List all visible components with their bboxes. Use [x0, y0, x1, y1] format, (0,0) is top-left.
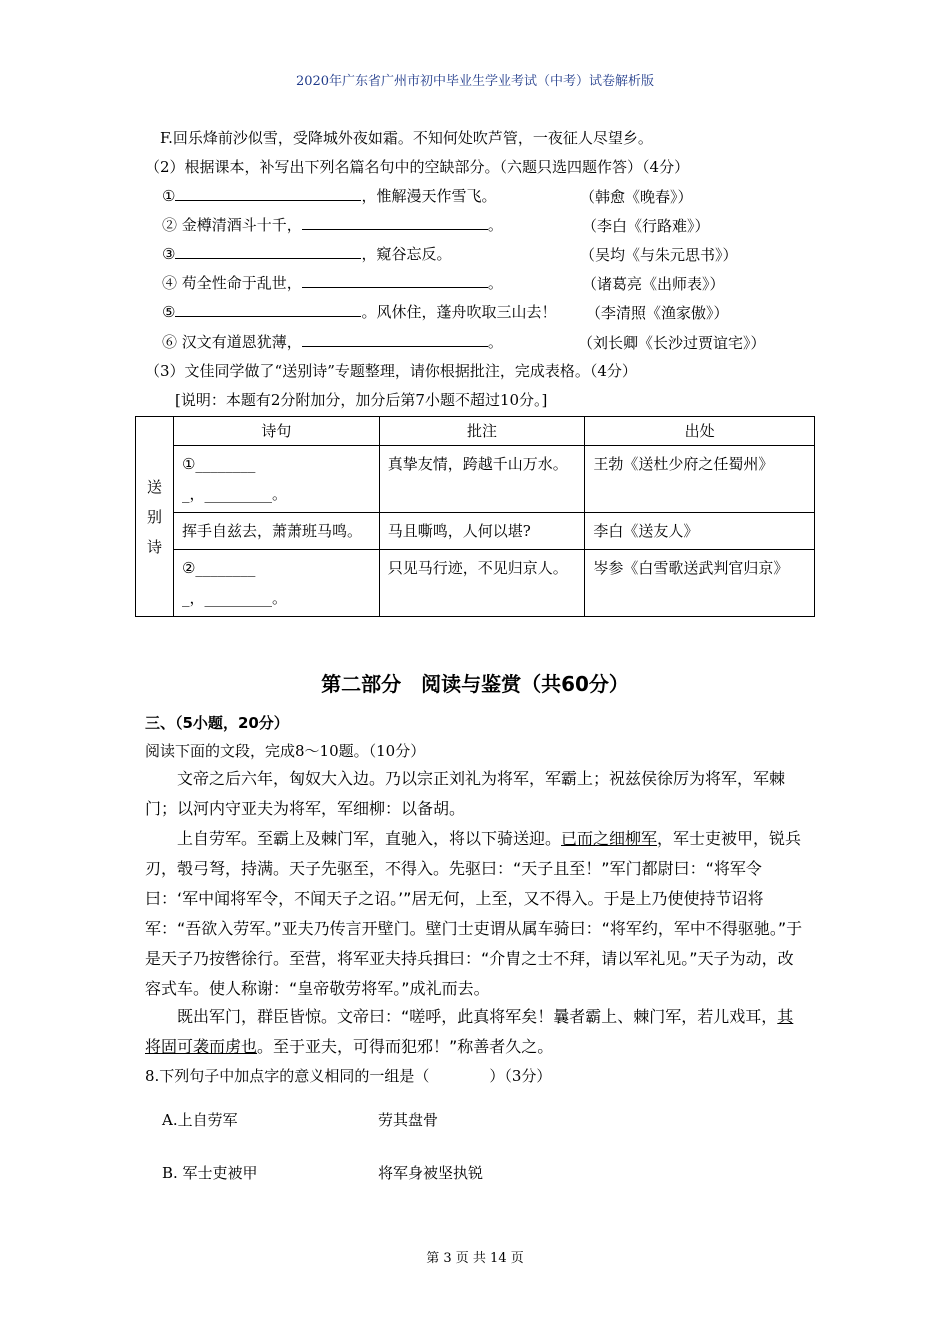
passage-paragraph-1: 文帝之后六年，匈奴大入边。乃以宗正刘礼为将军，军霸上；祝兹侯徐厉为将军，军棘门；以河内守亚夫为将军，军细柳：以备胡。 — [145, 769, 786, 818]
item-text: 汉文有道恩犹薄， — [181, 333, 302, 351]
q3-instruction: （3）文佳同学做了“送别诗”专题整理，请你根据批注，完成表格。（4分） — [145, 362, 637, 380]
fill-item-6 — [162, 332, 503, 352]
passage-paragraph-3 — [145, 1002, 805, 1062]
answer-blank[interactable] — [175, 244, 361, 259]
underlined-sentence: 其将固可袭而虏也 — [145, 1007, 794, 1056]
fill-source-2: （李白《行路难》） — [582, 217, 710, 235]
table-row — [136, 513, 815, 550]
answer-blank[interactable] — [302, 332, 488, 347]
item-number: ⑥ — [162, 333, 178, 351]
farewell-poem-table — [135, 416, 815, 617]
fill-item-5 — [162, 302, 556, 322]
fill-source-3: （吴均《与朱元思书》） — [580, 246, 738, 264]
item-text: 。 — [487, 274, 503, 292]
part3-title: 三、（5小题，20分） — [145, 714, 289, 732]
fill-source-6: （刘长卿《长沙过贾谊宅》） — [578, 334, 766, 352]
item-number: ⑤ — [162, 303, 176, 321]
page-header: 2020年广东省广州市初中毕业生学业考试（中考）试卷解析版 — [295, 74, 655, 89]
table-row — [136, 446, 815, 513]
fill-item-3 — [162, 244, 451, 264]
side-label: 送别诗 — [146, 477, 162, 556]
item-number: ③ — [162, 245, 176, 263]
part3-instruction: 阅读下面的文段，完成8～10题。（10分） — [145, 742, 426, 760]
item-text: 金樽清酒斗十千， — [181, 216, 302, 234]
passage-text: 既出军门，群臣皆惊。文帝曰：“嗟呼，此真将军矣！曩者霸上、棘门军，若儿戏耳， — [177, 1007, 778, 1026]
note-cell: 只见马行迹，不见归京人。 — [379, 550, 585, 617]
item-number: ① — [162, 187, 176, 205]
q8-option-a: A.上自劳军 — [162, 1111, 238, 1129]
q8-option-a-pair: 劳其盘骨 — [378, 1111, 439, 1129]
fill-source-5: （李清照《渔家傲》） — [586, 304, 729, 322]
question-8: 8.下列句子中加点字的意义相同的一组是（ ）（3分） — [145, 1067, 552, 1085]
underlined-sentence: 已而之细柳军 — [561, 829, 658, 848]
item-number: ④ — [162, 274, 178, 292]
passage-text: ，军士吏被甲，锐兵刃，彀弓弩，持满。天子先驱至，不得入。先驱曰：“天子且至！”军门都尉曰：“将军令曰：‘军中闻将军令，不闻天子之诏。’”居无何，上至，又不得入。于是上乃使使持节诏将军：“吾欲入劳军。”亚夫乃传言开壁门。壁门士吏谓从属车骑曰：“将军约，军中不得驱驰。”于是天子乃按辔徐行。至营，将军亚夫持兵揖曰：“介胄之士不拜，请以军礼见。”天子为动，改容式车。使人称谢：“皇帝敬劳将军。”成礼而去。 — [145, 829, 803, 998]
passage-text: 。至于亚夫，可得而犯邪！”称善者久之。 — [257, 1037, 554, 1056]
item-text: 。 — [487, 216, 503, 234]
verse-line: _，_________。 — [181, 589, 287, 607]
fill-source-1: （韩愈《晚春》） — [580, 188, 693, 206]
answer-blank[interactable] — [175, 186, 361, 201]
fill-item-2 — [162, 215, 503, 235]
side-label-cell — [136, 417, 174, 617]
answer-blank[interactable] — [175, 302, 361, 317]
header-source: 出处 — [585, 417, 815, 446]
page-footer: 第 3 页 共 14 页 — [426, 1251, 524, 1266]
passage-paragraph-2 — [145, 824, 805, 1004]
q8-option-b-pair: 将军身被坚执锐 — [378, 1164, 484, 1182]
verse-cell: 挥手自兹去，萧萧班马鸣。 — [173, 513, 379, 550]
header-note: 批注 — [379, 417, 585, 446]
note-cell: 真挚友情，跨越千山万水。 — [379, 446, 585, 513]
source-cell: 李白《送友人》 — [585, 513, 815, 550]
verse-line: ②________ — [181, 559, 256, 577]
answer-blank[interactable] — [302, 215, 488, 230]
item-number: ② — [162, 216, 178, 234]
table-row — [136, 550, 815, 617]
table-header-row — [136, 417, 815, 446]
answer-blank[interactable] — [302, 273, 488, 288]
q2-instruction: （2）根据课本，补写出下列名篇名句中的空缺部分。（六题只选四题作答）（4分） — [145, 158, 690, 176]
verse-cell[interactable] — [173, 550, 379, 617]
verse-line: _，_________。 — [181, 485, 287, 503]
verse-line: ①________ — [181, 455, 256, 473]
fill-source-4: （诸葛亮《出师表》） — [582, 275, 725, 293]
source-cell: 王勃《送杜少府之任蜀州》 — [585, 446, 815, 513]
passage-text: 上自劳军。至霸上及棘门军，直驰入，将以下骑送迎。 — [177, 829, 562, 848]
item-text: ，窥谷忘反。 — [361, 245, 452, 263]
item-text: 。 — [487, 333, 503, 351]
source-cell: 岑参《白雪歌送武判官归京》 — [585, 550, 815, 617]
item-text: 。风休住，蓬舟吹取三山去！ — [361, 303, 557, 321]
option-f: F.回乐烽前沙似雪，受降城外夜如霜。不知何处吹芦管，一夜征人尽望乡。 — [160, 129, 653, 147]
q8-option-b: B. 军士吏被甲 — [162, 1164, 258, 1182]
item-text: ，惟解漫天作雪飞。 — [361, 187, 497, 205]
fill-item-1 — [162, 186, 496, 206]
note-cell: 马且嘶鸣，人何以堪? — [379, 513, 585, 550]
item-text: 苟全性命于乱世， — [181, 274, 302, 292]
verse-cell[interactable] — [173, 446, 379, 513]
fill-item-4 — [162, 273, 503, 293]
q3-note: [说明：本题有2分附加分，加分后第7小题不超过10分。] — [175, 391, 548, 409]
section-title: 第二部分 阅读与鉴赏（共60分） — [321, 672, 629, 696]
header-verse: 诗句 — [173, 417, 379, 446]
